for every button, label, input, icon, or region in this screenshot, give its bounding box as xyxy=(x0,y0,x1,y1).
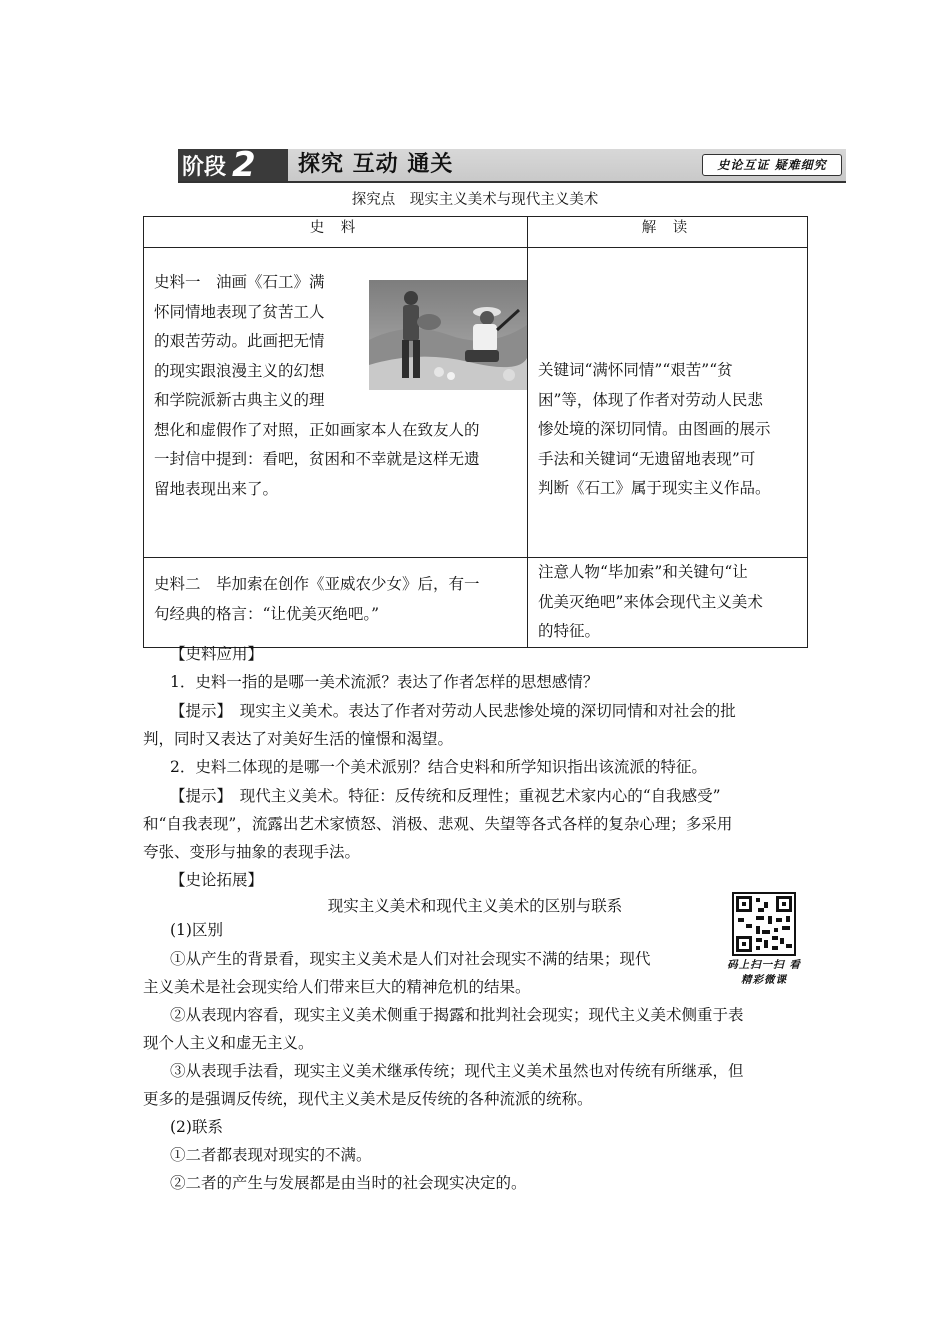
difference-1-line: ①从产生的背景看，现实主义美术是人们对社会现实不满的结果；现代 xyxy=(170,950,651,968)
table-header-row xyxy=(144,217,808,248)
qr-caption: 码上扫一扫 看精彩微课 xyxy=(727,959,801,986)
stage-badge: 史论互证 疑难细究 xyxy=(702,154,842,176)
answer-2-line: 和“自我表现”，流露出艺术家愤怒、消极、悲观、失望等各式各样的复杂心理；多采用 xyxy=(143,815,733,833)
stage-label: 阶段 xyxy=(182,154,227,180)
difference-3-line: ③从表现手法看，现实主义美术继承传统；现代主义美术虽然也对传统有所继承，但 xyxy=(170,1062,744,1080)
source-1-line: 怀同情地表现了贫苦工人 xyxy=(154,302,325,321)
interpretation-1-line: 惨处境的深切同情。由图画的展示 xyxy=(538,420,771,438)
source-2-line: 史料二 毕加索在创作《亚威农少女》后，有一 xyxy=(154,575,480,593)
interpretation-2-line: 优美灭绝吧”来体会现代主义美术 xyxy=(538,592,763,611)
interpretation-1-line: 判断《石工》属于现实主义作品。 xyxy=(538,479,771,497)
source-1-line: 的现实跟浪漫主义的幻想 xyxy=(154,361,325,380)
extension-heading: 【史论拓展】 xyxy=(170,871,264,889)
section-title: 探究点 现实主义美术与现代主义美术 xyxy=(351,192,599,208)
difference-label: (1)区别 xyxy=(170,921,223,939)
table-header-interpretation: 解 读 xyxy=(528,217,808,248)
difference-1-line: 主义美术是社会现实给人们带来巨大的精神危机的结果。 xyxy=(143,978,531,996)
table-cell-source-2 xyxy=(144,558,528,648)
source-1-line: 和学院派新古典主义的理 xyxy=(154,391,325,409)
question-1: 1．史料一指的是哪一美术流派？表达了作者怎样的思想感情？ xyxy=(170,673,599,691)
answer-1-line: 【提示】 现实主义美术。表达了作者对劳动人民悲惨处境的深切同情和对社会的批 xyxy=(170,702,736,720)
table-row xyxy=(144,558,808,648)
difference-2-line: 现个人主义和虚无主义。 xyxy=(143,1034,314,1052)
connection-1: ①二者都表现对现实的不满。 xyxy=(170,1146,372,1164)
stone-breakers-painting xyxy=(369,280,527,390)
interpretation-1-line: 困”等，体现了作者对劳动人民悲 xyxy=(538,390,763,409)
stage-title: 探究 互动 通关 xyxy=(298,152,454,177)
stage-number: 2 xyxy=(232,145,256,185)
source-1-line: 的艰苦劳动。此画把无情 xyxy=(154,332,325,350)
source-2-line: 句经典的格言：“让优美灭绝吧。” xyxy=(154,604,380,623)
source-1-line: 留地表现出来了。 xyxy=(154,479,279,498)
answer-2-line: 【提示】 现代主义美术。特征：反传统和反理性；重视艺术家内心的“自我感受” xyxy=(170,787,721,805)
interpretation-1-line: 手法和关键词“无遗留地表现”可 xyxy=(538,449,756,468)
interpretation-1-line: 关键词“满怀同情”“艰苦”“贫 xyxy=(538,361,733,379)
application-heading: 【史料应用】 xyxy=(170,645,264,663)
qr-code-icon[interactable] xyxy=(732,892,796,956)
question-2: 2．史料二体现的是哪一个美术派别？结合史料和所学知识指出该流派的特征。 xyxy=(170,758,707,776)
source-1-line: 一封信中提到：看吧，贫困和不幸就是这样无遗 xyxy=(154,450,480,468)
table-header-source: 史 料 xyxy=(144,217,528,248)
table-cell-interpretation-1 xyxy=(528,248,808,558)
difference-2-line: ②从表现内容看，现实主义美术侧重于揭露和批判社会现实；现代主义美术侧重于表 xyxy=(170,1006,744,1024)
answer-1-line: 判，同时又表达了对美好生活的憧憬和渴望。 xyxy=(143,730,454,748)
extension-title: 现实主义美术和现代主义美术的区别与联系 xyxy=(327,897,623,915)
interpretation-2-line: 的特征。 xyxy=(538,622,601,640)
connection-2: ②二者的产生与发展都是由当时的社会现实决定的。 xyxy=(170,1174,527,1192)
interpretation-2-line: 注意人物“毕加索”和关键句“让 xyxy=(538,563,748,581)
answer-2-line: 夸张、变形与抽象的表现手法。 xyxy=(143,843,361,861)
source-1-line: 史料一 油画《石工》满 xyxy=(154,273,325,291)
stage-label-box xyxy=(178,145,288,185)
table-cell-interpretation-2 xyxy=(528,558,808,648)
connection-label: (2)联系 xyxy=(170,1118,223,1136)
source-1-line: 想化和虚假作了对照，正如画家本人在致友人的 xyxy=(154,420,480,439)
difference-3-line: 更多的是强调反传统，现代主义美术是反传统的各种流派的统称。 xyxy=(143,1090,593,1108)
